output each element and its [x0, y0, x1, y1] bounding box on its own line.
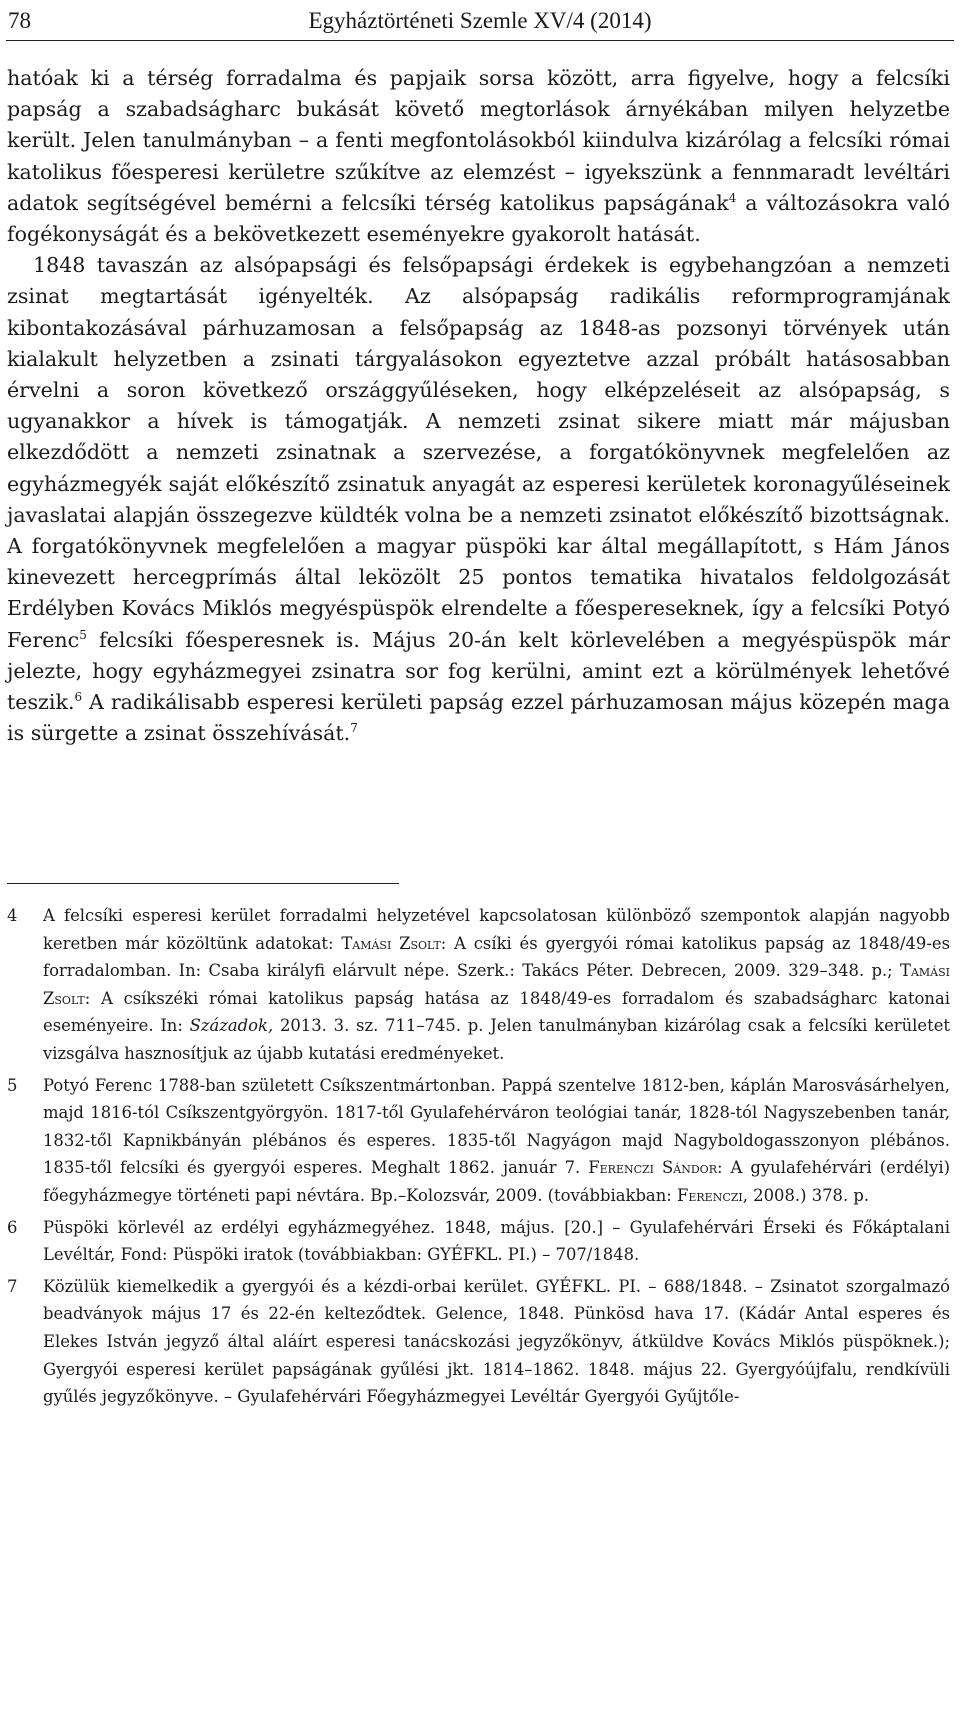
paragraph-1-text-a: hatóak ki a térség forradalma és papjaik sorsa között, arra figyelve, hogy a felcsíki papság a szabadságharc bukását követő megtorlások árnyékában milyen helyzetbe került. Jelen tanulmányban – a fenti megfontolásokból kiindulva kizárólag a felcsíki római katolikus főesperesi kerületre szűkítve az elemzést – igyekszünk a fennmaradt levéltári adatok segítségével bemérni a felcsíki térség katolikus papságának — [7, 66, 950, 215]
journal-title: Egyháztörténeti Szemle XV/4 (2014) — [308, 8, 652, 33]
footnotes — [7, 902, 950, 1415]
footnote-text: Püspöki körlevél az erdélyi egyházmegyéhez. 1848, május. [20.] – Gyulafehérvári Érseki és Főkáptalani Levéltár, Fond: Püspöki iratok (továbbiakban: GYÉFKL. PI.) – 707/1848. — [43, 1217, 950, 1265]
footnote-text: Közülük kiemelkedik a gyergyói és a kézdi-orbai kerület. GYÉFKL. PI. – 688/1848. – Zsinatot szorgalmazó beadványok május 17 és 22-én kelteződtek. Gelence, 1848. Pünkösd hava 17. (Kádár Antal esperes és Elekes István jegyző által aláírt esperesi tanácskozási jegyzőkönyv, átküldve Kovács Miklós püspöknek.); Gyergyói esperesi kerület papságának gyűlési jkt. 1814–1862. 1848. május 22. Gyergyóújfalu, rendkívüli gyűlés jegyzőkönyve. – Gyulafehérvári Főegyházmegyei Levéltár Gyergyói Gyűjtőle- — [43, 1276, 950, 1407]
footnote-ref-7: 7 — [350, 721, 358, 736]
body-text — [7, 63, 950, 749]
footnote-ref-5: 5 — [79, 627, 87, 642]
paragraph-1 — [7, 63, 950, 250]
paragraph-2-text-a: 1848 tavaszán az alsópapsági és felsőpapsági érdekek is egybehangzóan a nemzeti zsinat megtartását igényelték. Az alsópapság radikális reformprogramjának kibontakozásával párhuzamosan a felsőpapság az 1848-as pozsonyi törvények után kialakult helyzetben a zsinati tárgyalásokon egyeztetve azzal próbált hatásosabban érvelni a soron következő országgyűléseken, hogy elképzeléseit az alsópapság, s ugyanakkor a hívek is támogatják. A nemzeti zsinat sikere miatt már májusban elkezdődött a nemzeti zsinatnak a szervezése, a forgatókönyvnek megfelelően az egyházmegyék saját előkészítő zsinatuk anyagát az esperesi kerületek koronagyűléseinek javaslatai alapján összegezve küldték volna be a nemzeti zsinatot előkészítő bizottságnak. A forgatókönyvnek megfelelően a magyar püspöki kar által megállapított, s Hám János kinevezett hercegprímás által leközölt 25 pontos tematika hivatalos feldolgozását Erdélyben Kovács Miklós megyéspüspök elrendelte a főespereseknek, így a felcsíki Potyó Ferenc — [7, 253, 950, 652]
footnote-number: 6 — [7, 1217, 18, 1237]
footnote-text: , 2008.) 378. p. — [742, 1185, 870, 1205]
author-name: Ferenczi — [677, 1185, 743, 1205]
author-name: Tamási Zsolt — [341, 933, 441, 953]
paragraph-2-text-b: felcsíki főesperesnek is. Május 20-án kelt körlevelében a megyéspüspök már jelezte, hogy egyházmegyei zsinatra sor fog kerülni, amint ezt a körülmények lehetővé teszik. — [7, 627, 950, 715]
journal-name: Századok, — [189, 1016, 274, 1036]
footnote-text: : A csíkszéki római katolikus papság hatása az 1848/49-es forradalom és szabadságharc katonai eseményeire. In: — [43, 988, 950, 1036]
paragraph-2 — [7, 250, 950, 749]
footnote-separator — [7, 883, 399, 884]
footnote-text: Potyó Ferenc 1788-ban született Csíkszentmártonban. Pappá szentelve 1812-ben, káplán Marosvásárhelyen, majd 1816-tól Csíkszentgyörgyön. 1817-től Gyulafehérváron teológiai tanár, 1828-tól Nagyszebenben tanár, 1832-től Kapnikbányán plébános és esperes. 1835-től Nagyágon majd Nagyboldogasszonyon plébános. 1835-től felcsíki és gyergyói esperes. Meghalt 1862. január 7. — [43, 1075, 950, 1178]
footnote-7 — [7, 1273, 950, 1411]
footnote-text: A felcsíki esperesi kerület forradalmi helyzetével kapcsolatosan különböző szempontok alapján nagyobb keretben már közöltünk adatokat: — [43, 906, 950, 953]
footnote-number: 4 — [7, 906, 18, 925]
running-header — [6, 4, 954, 41]
paragraph-2-text-c: A radikálisabb esperesi kerületi papság ezzel párhuzamosan május közepén maga is sürgette a zsinat összehívását. — [7, 690, 950, 746]
footnote-ref-4: 4 — [728, 190, 737, 205]
author-name: Ferenczi Sándor — [588, 1158, 717, 1178]
paragraph-1-text-b: a változásokra való fogékonyságát és a bekövetkezett eseményekre gyakorolt hatását. — [7, 190, 950, 247]
author-name: Tamási Zsolt — [43, 961, 950, 1008]
footnote-text: 2013. 3. sz. 711–745. p. Jelen tanulmányban kizárólag csak a felcsíki kerületet vizsgálva hasznosítjuk az újabb kutatási eredményeket. — [43, 1016, 950, 1063]
footnote-text: : A gyulafehérvári (erdélyi) főegyházmegye történeti papi névtára. Bp.–Kolozsvár, 2009. (továbbiakban: — [43, 1158, 951, 1205]
footnote-6 — [7, 1214, 950, 1269]
footnote-number: 7 — [7, 1276, 18, 1296]
page-number: 78 — [8, 8, 31, 33]
footnote-4 — [7, 902, 950, 1068]
footnote-number: 5 — [7, 1075, 18, 1095]
footnote-5 — [7, 1072, 950, 1210]
footnote-text: : A csíki és gyergyói római katolikus papság az 1848/49-es forradalomban. In: Csaba királyfi elárvult népe. Szerk.: Takács Péter. Debrecen, 2009. 329–348. p.; — [43, 933, 950, 981]
footnote-ref-6: 6 — [74, 690, 83, 705]
